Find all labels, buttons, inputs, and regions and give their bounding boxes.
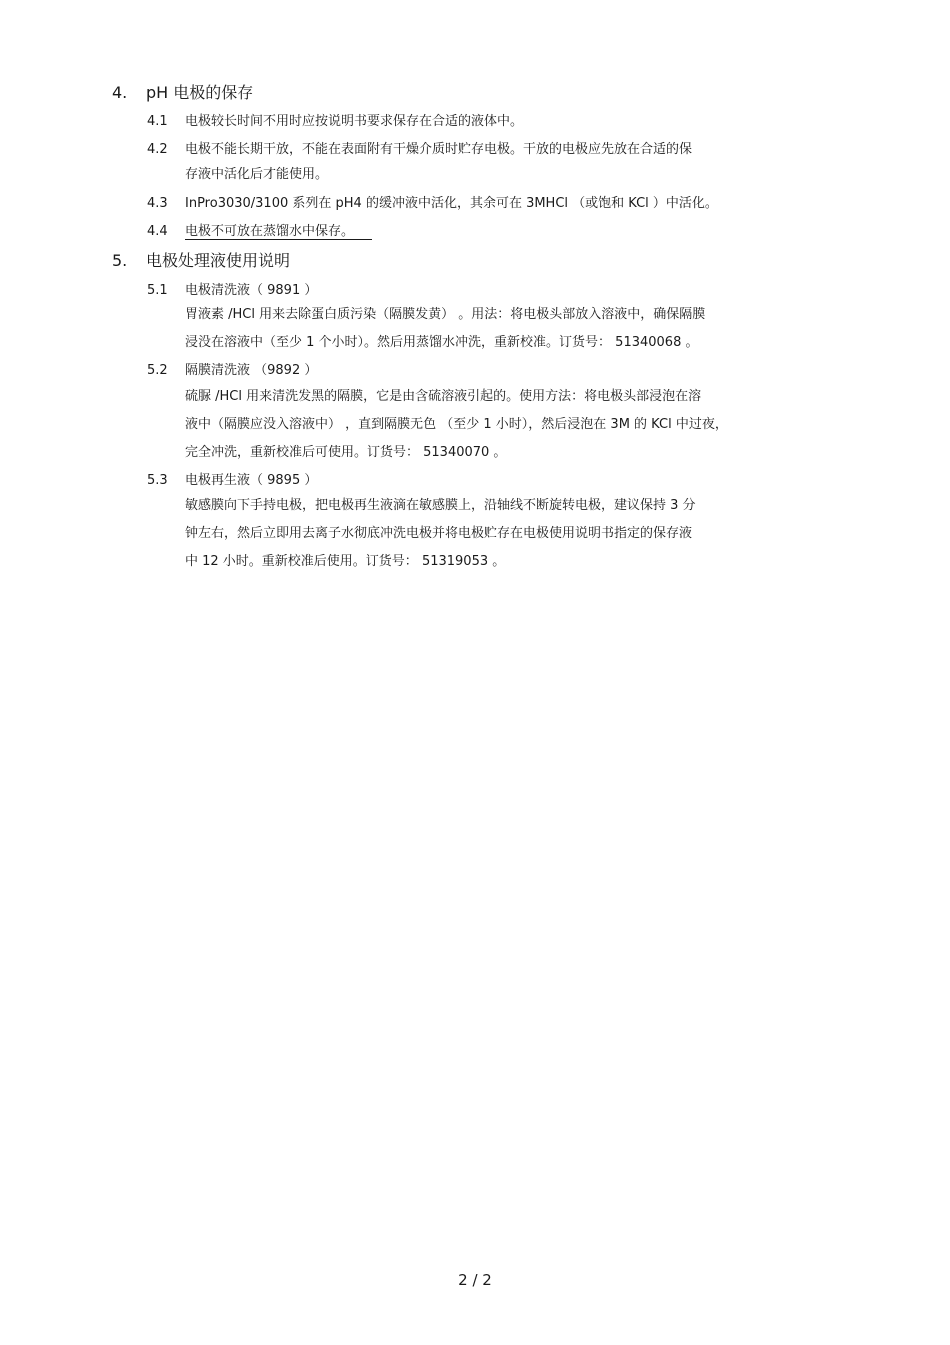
section-number: 4. xyxy=(112,83,128,102)
item-number: 5.3 xyxy=(147,473,168,488)
item-text-continuation: 存液中活化后才能使用。 xyxy=(185,167,329,182)
item-number: 4.4 xyxy=(147,224,168,239)
list-item-4-4 xyxy=(147,223,372,241)
item-text: InPro3030/3100 系列在 pH4 的缓冲液中活化，其余可在 3MHCl （或饱和 KCl ）中活化。 xyxy=(185,196,718,211)
section-4-heading xyxy=(112,83,253,103)
item-text: 电极较长时间不用时应按说明书要求保存在合适的液体中。 xyxy=(185,114,524,129)
list-item-4-1 xyxy=(147,113,523,131)
item-text: 胃液素 /HCl 用来去除蛋白质污染（隔膜发黄） 。用法：将电极头部放入溶液中，确保隔膜 xyxy=(185,307,706,322)
section-title: pH 电极的保存 xyxy=(146,83,254,102)
item-text: 完全冲洗，重新校准后可使用。订货号： 51340070 。 xyxy=(185,445,507,460)
item-title: 电极再生液（ 9895 ） xyxy=(185,473,318,488)
list-item-4-2 xyxy=(147,141,692,159)
item-text: 电极不能长期干放，不能在表面附有干燥介质时贮存电极。干放的电极应先放在合适的保 xyxy=(185,142,693,157)
item-text: 浸没在溶液中（至少 1 个小时）。然后用蒸馏水冲洗，重新校准。订货号： 51340068 。 xyxy=(185,335,699,350)
item-number: 5.1 xyxy=(147,283,168,298)
item-number: 5.2 xyxy=(147,363,168,378)
section-5-heading xyxy=(112,251,290,271)
page-number: 2 / 2 xyxy=(458,1271,492,1289)
section-title: 电极处理液使用说明 xyxy=(146,251,291,270)
item-text: 硫脲 /HCl 用来清洗发黑的隔膜，它是由含硫溶液引起的。使用方法：将电极头部浸泡在溶 xyxy=(185,389,702,404)
item-number: 4.1 xyxy=(147,114,168,129)
section-number: 5. xyxy=(112,251,128,270)
list-item-4-3 xyxy=(147,195,718,213)
item-number: 4.2 xyxy=(147,142,168,157)
item-title: 隔膜清洗液 （9892 ） xyxy=(185,363,318,378)
item-number: 4.3 xyxy=(147,196,168,211)
list-item-5-1 xyxy=(147,282,317,300)
item-text-underlined: 电极不可放在蒸馏水中保存。 xyxy=(185,224,372,240)
list-item-5-3 xyxy=(147,472,317,490)
item-text: 液中（隔膜应没入溶液中） ，直到隔膜无色 （至少 1 小时），然后浸泡在 3M 的 KCl 中过夜， xyxy=(185,417,728,432)
list-item-5-2 xyxy=(147,362,317,380)
item-text: 敏感膜向下手持电极，把电极再生液滴在敏感膜上，沿轴线不断旋转电极，建议保持 3 分 xyxy=(185,498,696,513)
item-text: 钟左右，然后立即用去离子水彻底冲洗电极并将电极贮存在电极使用说明书指定的保存液 xyxy=(185,526,693,541)
item-title: 电极清洗液（ 9891 ） xyxy=(185,283,318,298)
item-text: 中 12 小时。重新校准后使用。订货号： 51319053 。 xyxy=(185,554,506,569)
